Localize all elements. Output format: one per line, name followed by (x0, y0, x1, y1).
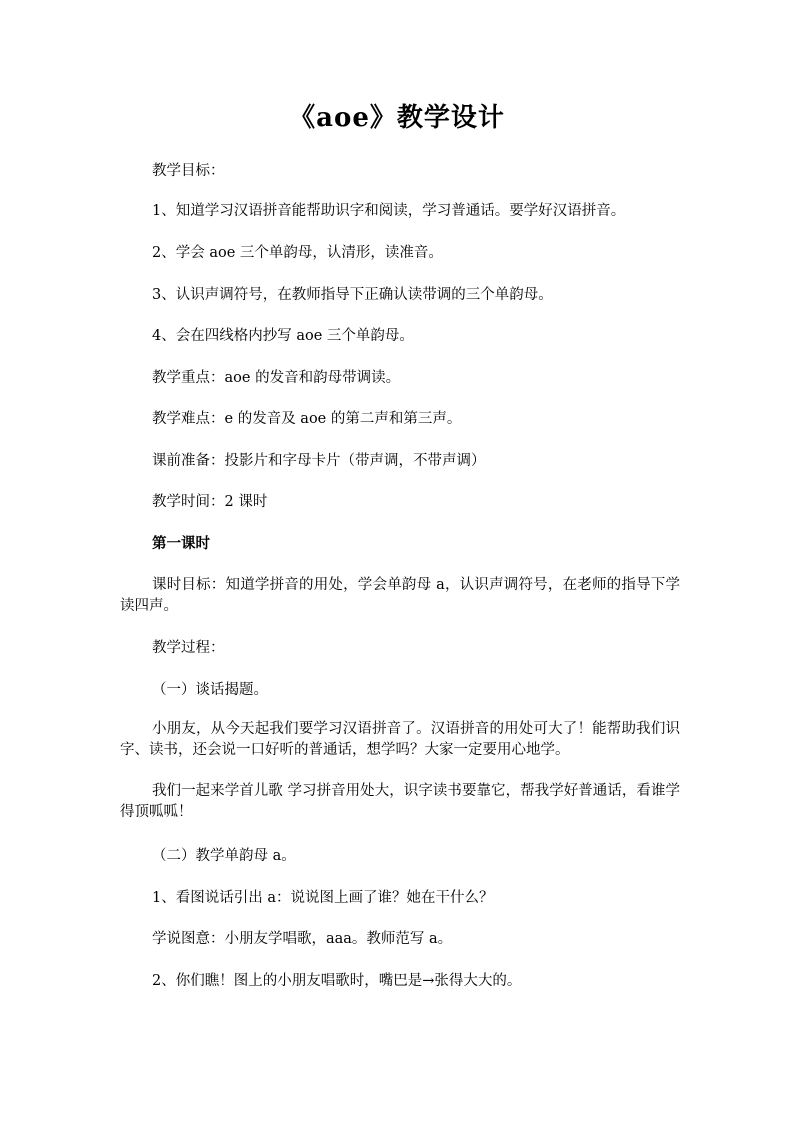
paragraph-objective-2: 2、学会 aoe 三个单韵母，认清形，读准音。 (152, 245, 443, 261)
paragraph-nursery-rhyme: 我们一起来学首儿歌 学习拼音用处大，识字读书要靠它，帮我学好普通话，看谁学得顶呱呱！ (120, 783, 680, 820)
paragraph-picture-meaning: 学说图意：小朋友学唱歌，aaa。教师范写 a。 (152, 931, 453, 947)
paragraph-preparation: 课前准备：投影片和字母卡片（带声调，不带声调） (152, 453, 486, 469)
paragraph-key-points: 教学重点：aoe 的发音和韵母带调读。 (152, 370, 401, 386)
section-heading-first-lesson: 第一课时 (152, 535, 210, 552)
paragraph-look-mouth: 2、你们瞧！图上的小朋友唱歌时，嘴巴是→张得大大的。 (152, 973, 522, 989)
paragraph-teaching-time: 教学时间：2 课时 (152, 494, 268, 510)
paragraph-process-heading: 教学过程： (152, 640, 225, 656)
paragraph-objective-1: 1、知道学习汉语拼音能帮助识字和阅读，学习普通话。要学好汉语拼音。 (152, 203, 626, 219)
paragraph-objectives-heading: 教学目标： (152, 163, 225, 179)
paragraph-objective-4: 4、会在四线格内抄写 aoe 三个单韵母。 (152, 328, 414, 344)
paragraph-step-two: （二）教学单韵母 a。 (152, 848, 296, 864)
paragraph-difficulties: 教学难点：e 的发音及 aoe 的第二声和第三声。 (152, 411, 462, 427)
document-title: 《aoe》教学设计 (289, 103, 505, 133)
paragraph-picture-talk: 1、看图说话引出 a：说说图上画了谁？她在干什么？ (152, 890, 494, 906)
paragraph-objective-3: 3、认识声调符号，在教师指导下正确认读带调的三个单韵母。 (152, 287, 553, 303)
paragraph-intro-talk: 小朋友，从今天起我们要学习汉语拼音了。汉语拼音的用处可大了！能帮助我们识字、读书，还会说一口好听的普通话，想学吗？大家一定要用心地学。 (120, 721, 680, 758)
paragraph-lesson-objective: 课时目标：知道学拼音的用处，学会单韵母 a，认识声调符号，在老师的指导下学读四声。 (120, 577, 680, 614)
paragraph-step-one: （一）谈话揭题。 (152, 682, 268, 698)
